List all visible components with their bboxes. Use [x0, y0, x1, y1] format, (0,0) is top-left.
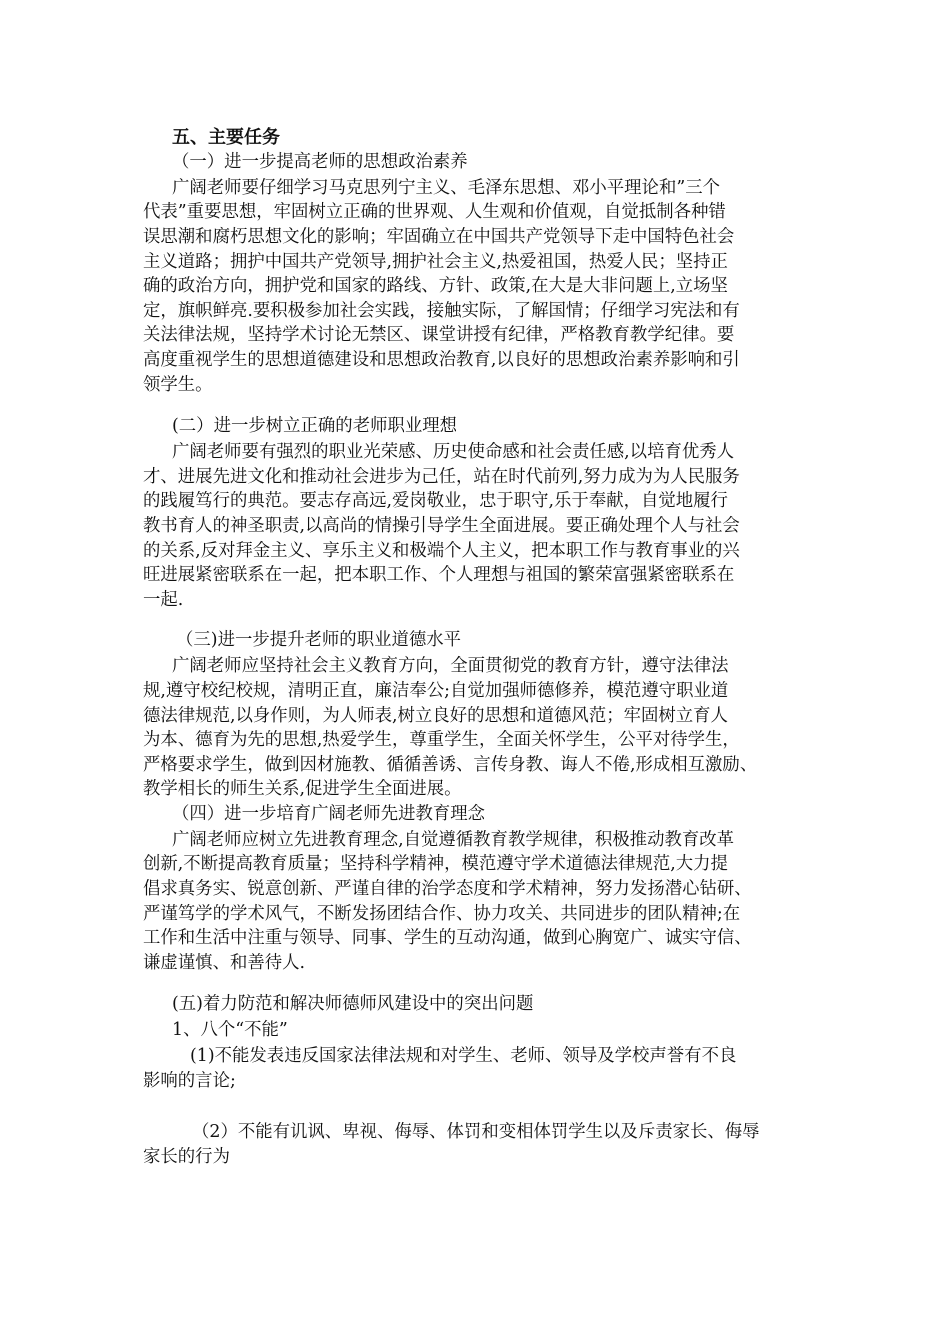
- paragraph-line: 规,遵守校纪校规，清明正直，廉洁奉公;自觉加强师德修养，模范遵守职业道: [143, 681, 729, 701]
- paragraph-line: 广阔老师要有强烈的职业光荣感、历史使命感和社会责任感,以培育优秀人: [172, 442, 735, 462]
- paragraph-line: 教书育人的神圣职责,以高尚的情操引导学生全面进展。要正确处理个人与社会: [143, 516, 740, 536]
- paragraph-line: 工作和生活中注重与领导、同事、学生的互动沟通，做到心胸宽广、诚实守信、: [143, 928, 752, 948]
- paragraph-line: 广阔老师应坚持社会主义教育方向，全面贯彻党的教育方针，遵守法律法: [172, 656, 729, 676]
- paragraph-line: 为本、德育为先的思想,热爱学生，尊重学生，全面关怀学生，公平对待学生，: [143, 730, 740, 750]
- paragraph-line: 关法律法规，坚持学术讨论无禁区、课堂讲授有纪律，严格教育教学纪律。要: [143, 325, 735, 345]
- paragraph-line: 旺进展紧密联系在一起，把本职工作、个人理想与祖国的繁荣富强紧密联系在: [143, 565, 735, 585]
- list-item-line: (1)不能发表违反国家法律法规和对学生、老师、领导及学校声誉有不良: [190, 1046, 737, 1066]
- paragraph-line: 代表”重要思想，牢固树立正确的世界观、人生观和价值观，自觉抵制各种错: [143, 202, 726, 222]
- subheading: 1、八个“不能”: [172, 1020, 288, 1040]
- paragraph-line: 的关系,反对拜金主义、享乐主义和极端个人主义，把本职工作与教育事业的兴: [143, 541, 740, 561]
- page-title: 五、主要任务: [172, 127, 280, 148]
- section-heading: （三)进一步提升老师的职业道德水平: [176, 630, 462, 650]
- paragraph-line: 才、进展先进文化和推动社会进步为己任，站在时代前列,努力成为为人民服务: [143, 467, 740, 487]
- paragraph-line: 严谨笃学的学术风气，不断发扬团结合作、协力攻关、共同进步的团队精神;在: [143, 904, 741, 924]
- paragraph-line: 误思潮和腐朽思想文化的影响；牢固确立在中国共产党领导下走中国特色社会: [143, 227, 735, 247]
- section-heading: (五)着力防范和解决师德师风建设中的突出问题: [172, 994, 534, 1014]
- section-heading: （一）进一步提高老师的思想政治素养: [172, 152, 468, 172]
- paragraph-line: 高度重视学生的思想道德建设和思想政治教育,以良好的思想政治素养影响和引: [143, 350, 740, 370]
- paragraph-line: 谦虚谨慎、和善待人.: [143, 953, 306, 973]
- paragraph-line: 德法律规范,以身作则，为人师表,树立良好的思想和道德风范；牢固树立育人: [143, 706, 728, 726]
- paragraph-line: 的践履笃行的典范。要志存高远,爱岗敬业，忠于职守,乐于奉献，自觉地履行: [143, 491, 728, 511]
- paragraph-line: 确的政治方向，拥护党和国家的路线、方针、政策,在大是大非问题上,立场坚: [143, 276, 728, 296]
- paragraph-line: 领学生。: [143, 375, 213, 395]
- paragraph-line: 教学相长的师生关系,促进学生全面进展。: [143, 779, 462, 799]
- paragraph-line: 倡求真务实、锐意创新、严谨自律的治学态度和学术精神，努力发扬潜心钻研、: [143, 879, 752, 899]
- section-heading: （四）进一步培育广阔老师先进教育理念: [172, 804, 486, 824]
- paragraph-line: 创新,不断提高教育质量；坚持科学精神，模范遵守学术道德法律规范,大力提: [143, 854, 728, 874]
- list-item-line: 影响的言论;: [143, 1071, 236, 1091]
- list-item-line: 家长的行为: [143, 1147, 230, 1167]
- paragraph-line: 一起.: [143, 590, 184, 610]
- paragraph-line: 广阔老师应树立先进教育理念,自觉遵循教育教学规律，积极推动教育改革: [172, 830, 735, 850]
- paragraph-line: 定，旗帜鲜亮.要积极参加社会实践，接触实际，了解国情；仔细学习宪法和有: [143, 301, 740, 321]
- paragraph-line: 严格要求学生，做到因材施教、循循善诱、言传身教、诲人不倦,形成相互激励、: [143, 755, 758, 775]
- paragraph-line: 广阔老师要仔细学习马克思列宁主义、毛泽东思想、邓小平理论和”三个: [172, 178, 721, 198]
- paragraph-line: 主义道路；拥护中国共产党领导,拥护社会主义,热爱祖国，热爱人民；坚持正: [143, 252, 728, 272]
- list-item-line: （2）不能有讥讽、卑视、侮辱、体罚和变相体罚学生以及斥责家长、侮辱: [192, 1122, 760, 1142]
- section-heading: (二）进一步树立正确的老师职业理想: [172, 416, 458, 436]
